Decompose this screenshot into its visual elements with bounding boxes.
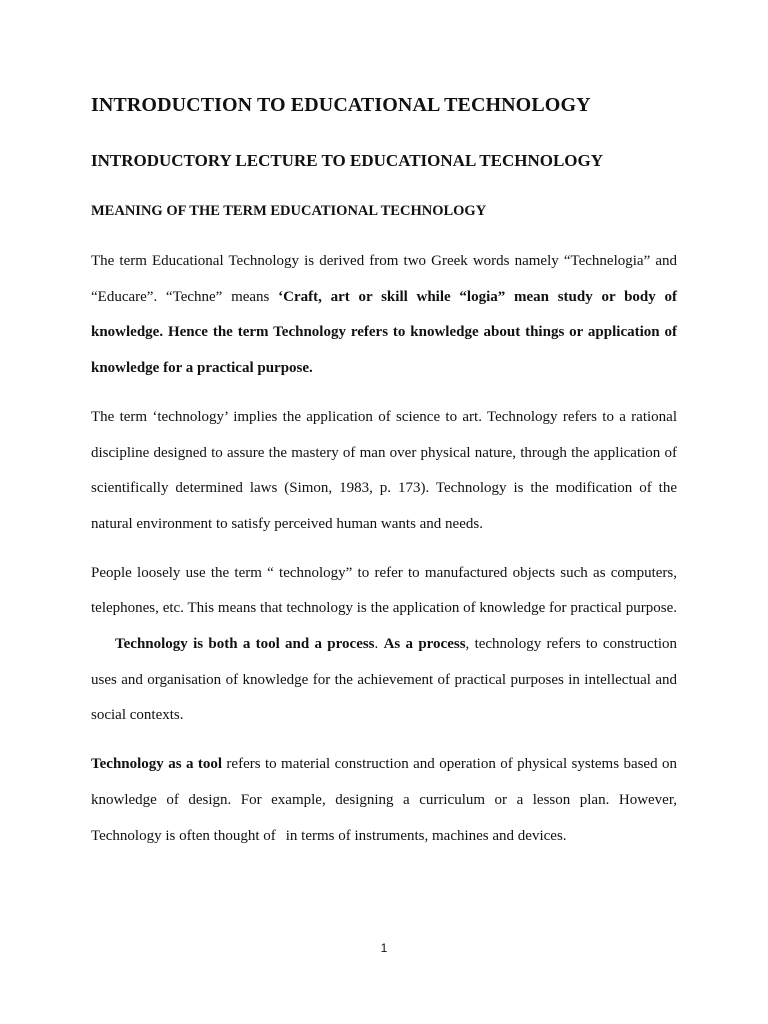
bold-text: Technology is both a tool and a process: [115, 636, 375, 653]
lecture-title: INTRODUCTORY LECTURE TO EDUCATIONAL TECHNOLOGY: [91, 151, 604, 170]
bold-text: ‘Craft, art or skill while “logia” mean study or body of knowledge. Hence the term Technology refers to knowledge about things or application of knowledge for a practical purpose.: [91, 288, 677, 377]
bold-text: Technology as a tool: [91, 756, 223, 773]
paragraph-technology-as-tool: [91, 747, 677, 854]
bold-text: As a process: [383, 636, 466, 653]
paragraph-text: in terms of instruments, machines and devices.: [285, 827, 567, 844]
paragraph-technology-meaning: The term ‘technology’ implies the application of science to art. Technology refers to a rational discipline designed to assure the mastery of man over physical nature, through the application of scientifically determined laws (Simon, 1983, p. 173). Technology is the modification of the natural environment to satisfy perceived human wants and needs.: [91, 408, 677, 532]
document-title: INTRODUCTION TO EDUCATIONAL TECHNOLOGY: [91, 94, 591, 116]
paragraph-text: refers to material construction and operation of physical systems based on knowledge of design. For example, designing a curriculum or a lesson plan. However, Technology is often thought of: [91, 756, 677, 844]
paragraph-text: People loosely use the term “ technology” to refer to manufactured objects such as computers, telephones, etc. This means that technology is the application of knowledge for practical purpose.: [91, 564, 677, 617]
paragraph-text: , technology refers to construction uses and organisation of knowledge for the achievement of practical purposes in intellectual and social contexts.: [91, 636, 678, 724]
paragraph-text: The term Educational Technology is derived from two Greek words namely “Technelogia” and “Educare”. “Techne” means: [91, 253, 677, 305]
paragraph-tool-and-process: [91, 556, 677, 735]
page-content: [91, 90, 677, 854]
paragraph-definition: [91, 244, 677, 387]
section-heading: MEANING OF THE TERM EDUCATIONAL TECHNOLOGY: [91, 203, 487, 219]
paragraph-text: .: [374, 636, 384, 653]
page-number: 1: [380, 941, 388, 955]
